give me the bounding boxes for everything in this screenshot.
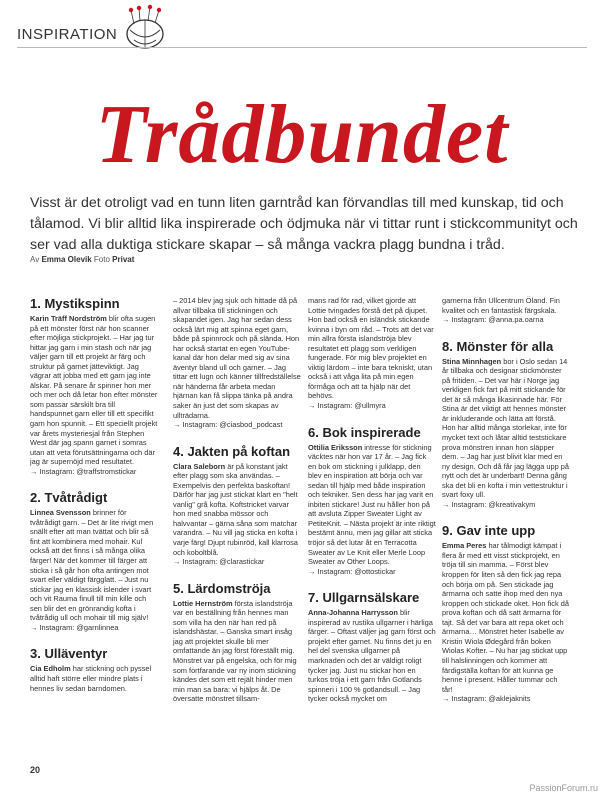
section-text (308, 608, 436, 703)
section-text (442, 357, 570, 500)
text-column (442, 296, 570, 718)
person-name: Ottilia Eriksson (308, 442, 363, 452)
text-column (173, 296, 301, 718)
body-text: är på konstant jakt efter plagg som ska användas. – Exempelvis den perfekta baskoftan! Därför har jag just stickat klart en "helt vanlig" grå kofta. Koftstricket varvar hon med snabba mössor och halvvantar – gärna såna som matchar varandra. – Nu vill jag sticka en kofta i varje färg! Djupt rubinröd, kall klarrosa och koboltblå. (173, 461, 298, 557)
section-text (30, 664, 158, 693)
article-title: Trådbundet (95, 88, 509, 181)
section-heading: 6. Bok inspirerade (308, 424, 421, 440)
body-text: garnerna från Ullcentrum Öland. Fin kvalitet och en fantastisk färgskala. (442, 296, 560, 315)
lead-paragraph: Visst är det otroligt vad en tunn liten garntråd kan förvandlas till med kunskap, tid och tålamod. Vi blir alltid lika inspirerade och ödjmuka när vi tittar runt i stickcommunityt och ser vad alla duktiga stickare skapar – så många vackra plagg bundna i tråd. (30, 195, 578, 253)
section-heading: 1. Mystikspinn (30, 296, 120, 311)
section-heading: 8. Mönster för alla (442, 338, 554, 354)
person-name: Cia Edholm (30, 664, 71, 674)
text-column (308, 296, 436, 718)
byline-photo-label: Foto (93, 255, 110, 264)
section-text (308, 443, 436, 567)
section-label: INSPIRATION (17, 26, 118, 43)
person-name: Karin Träff Nordström (30, 314, 107, 323)
byline (30, 255, 134, 264)
person-name: Emma Peres (442, 541, 487, 551)
section-text (308, 296, 436, 401)
section-text (173, 296, 301, 420)
byline-author: Emma Olevik (41, 255, 92, 264)
instagram-handle: → Instagram: @ottostickar (308, 566, 396, 576)
body-text: har tålmodigt kämpat i flera år med ett visst stickprojekt, en tröja till sin mamma. – Först blev kroppen för liten så den fick jag repa och börja om på. Sen stickade jag ärmarna och satte ihop med den nya kroppen och stickade oket. Hon fick då prova koftan och då satt ärmarna för tajt. Så det var bara att repa oket och ärmarna… Mönstret heter Isabelle av Kristin Wiola Ødegård från boken Wiolas Kofter. – Nu har jag stickat upp till halslinningen och kommer att färdigställa koftan för att kunna ge henne i present. Håller tummar och tår! (442, 541, 569, 694)
page-number: 20 (30, 765, 41, 775)
section-heading: 9. Gav inte upp (442, 523, 536, 539)
instagram-handle: → Instagram: @ciasbod_podcast (173, 420, 283, 430)
body-text: intresse för stickning väcktes när hon var 17 år. – Jag fick en bok om stickning i julklapp, den blev en inspiration att börja och var sedan till hjälp med både inspiration och tekniker. Sen dess har jag varit en inbiten stickare! Just nu håller hon på att avsluta Zipper Sweater Light av PetiteKnit. – Nästa projekt är inte riktigt bestämt ännu, men jag gillar att sticka tröjor så det lutar åt en Terracotta Sweater av Le Knit eller Merle Loop Sweater av Other Loops. (308, 442, 436, 567)
body-text: blir ofta sugen på ett mönster först när hon scanner efter möjliga stickprojekt. – Har jag tur hittar jag garn i min stash och när jag väljer garn till ett projekt är färg och struktur på garnet jätteviktigt. Jag vägrar att jobba med ett garn jag inte älskar. På senare år spinner hon mer och mer och då letar hon efter mönster som passar särskilt bra till handspunnet garn eller till ett specifikt garn hon spunnit. – Ett speciellt projekt var årets mysteriesjal från Stephen West där jag spann garnet i somras utan att veta förutsättningarna och där jag är supernöjd med resultatet. (30, 314, 158, 467)
header-divider (17, 47, 587, 48)
person-name: Clara Saleborn (173, 461, 226, 471)
watermark: PassionForum.ru (529, 783, 598, 793)
section-text (173, 599, 301, 704)
section-text (30, 314, 158, 467)
body-text: – 2014 blev jag sjuk och hittade då på allvar tillbaka till stickningen och skapandet igen. Jag har sedan dess också lärt mig att spinna eget garn, både på spinnrock och på slända. Hon har också startat en egen YouTube-kanal där hon delar med sig av sina äventyr bland ull och garner. – Jag tittar ett lugn och känner tillfredställelse när händerna får arbeta medan hjärnan kan få slippa tänka på andra saker än just det som skapas av ullträdarna. (173, 296, 301, 420)
instagram-handle: → Instagram: @anna.pa.oarna (442, 315, 544, 325)
instagram-handle: → Instagram: @kreativakym (442, 499, 536, 509)
instagram-handle: → Instagram: @garnlinnea (30, 622, 119, 632)
section-header (17, 26, 117, 43)
byline-photographer: Privat (112, 255, 135, 264)
section-text (442, 541, 570, 694)
article-body (30, 296, 586, 776)
person-name: Stina Minnhagen (442, 356, 502, 366)
body-text: första islandströja var en beställning från hennes man som villa ha den när han red på islandshästar. – Ganska smart insåg jag att projektet skulle bli mer omfattande än jag först föreställt mig. Mönstret var på engelska, och för mig som fortfarande var ny inom stickning kändes det som ett rejält hinder men min man sa bara: vi hjälps åt. De översatte mönstret tillsam- (173, 598, 297, 704)
instagram-handle: → Instagram: @ullmyra (308, 401, 386, 411)
body-text: mans rad för rad, vilket gjorde att Lottie tvingades förstå det på djupet. Hon bad också en isländsk stickande kvinna i byn om råd. – Trots att det var min allra första islandströja blev resultatet ett plagg som verkligen fungerade. För mig blev projektet en viktig lärdom – inte bara tekniskt, utan också i att våga lita på min egen förmåga och att ta hjälp när det behövs. (308, 296, 434, 401)
body-text: bor i Oslo sedan 14 år tillbaka och designar stickmönster på fritiden. – Det var här i Norge jag verkligen fick fart på mitt stickande för det är så många likasinnade här. För Stina är det viktigt att hennes mönster är inkluderande och lätta att förstå. Hon har alltid många storlekar, inte för mycket text och låtar alltid teststickare prova mönstren innan hon släpper dem. – Jag har just blivit klar med en ny design. Och då får jag lägga upp på nytt och det är underbart! Denna gång ska det bli en kofta i min vettestruktur i svart foxy ull. (442, 356, 569, 500)
section-heading: 4. Jakten på koftan (173, 443, 291, 459)
instagram-handle: → Instagram: @aklejaknits (442, 694, 531, 704)
section-heading: 2. Tvåtrådigt (30, 490, 108, 506)
text-column (30, 296, 158, 707)
section-heading: 7. Ullgarnsälskare (308, 590, 420, 606)
section-text (173, 462, 301, 557)
instagram-handle: → Instagram: @traffstromstickar (30, 466, 137, 476)
person-name: Linnea Svensson (30, 508, 91, 518)
section-heading: 5. Lärdomströja (173, 580, 271, 596)
section-heading: 3. Ulläventyr (30, 646, 108, 662)
byline-by: Av (30, 255, 40, 264)
pincushion-icon (120, 4, 170, 52)
body-text: har stickning och pyssel alltid haft större eller mindre plats i hennes liv sedan barndomen. (30, 664, 152, 693)
body-text: brinner för tvåtrådigt garn. – Det är lite rivigt men snällt efter att man tvättat och blir så fint att kombinera med mohair. Kul också att det finns i så många olika färger! När det kommer till färger att sticka i så går hon ofta antingen mot svart eller väldigt färgglatt. – Just nu stickar jag en klassisk islender i svart och vit Rauma finull till min kille och sen blir det en grönrandig kofta i tvåtrådig ull och mohair till mig själv! (30, 508, 154, 623)
person-name: Lottie Hernström (173, 598, 233, 608)
instagram-handle: → Instagram: @clarastickar (173, 557, 265, 567)
person-name: Anna-Johanna Harrysson (308, 608, 398, 618)
body-text: blir inspirerad av rustika ullgarner i härliga färger. – Oftast väljer jag garn först och projekt efter garnet. Nu finns det ju en hel del svenska ullgarner på marknaden och det är väldigt roligt tycker jag. Just nu stickar hon en turkos tröja i ett garn från Gotlands spinneri i 100 % gotlandsull. – Jag tycker också mycket om (308, 608, 436, 704)
section-text (30, 508, 158, 623)
section-text (442, 296, 570, 315)
